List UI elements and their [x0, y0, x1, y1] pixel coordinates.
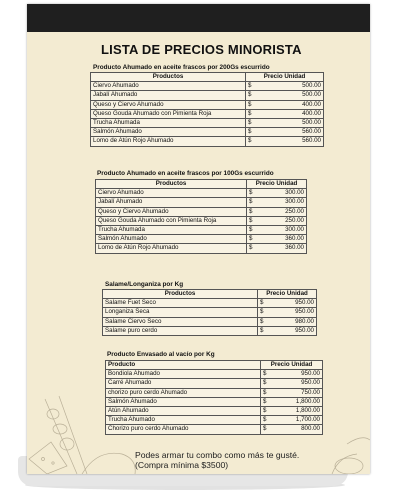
column-header-product: Productos	[96, 180, 247, 189]
column-header-product: Producto	[106, 361, 261, 370]
product-name: Lomo de Atún Rojo Ahumado	[96, 244, 247, 253]
table-row	[106, 397, 323, 406]
product-name: Queso y Ciervo Ahumado	[96, 207, 247, 216]
section-title: Producto Ahumado en aceite frascos por 100Gs escurrido	[97, 170, 274, 177]
product-name: Queso Gouda Ahumado con Pimienta Roja	[96, 216, 247, 225]
price-value: 1,700.00	[273, 416, 323, 425]
table-row	[96, 216, 307, 225]
price-table	[90, 72, 324, 147]
currency-symbol: $	[258, 317, 271, 326]
price-value: 950.00	[270, 308, 317, 317]
currency-symbol: $	[246, 109, 259, 118]
product-name: Salame puro cerdo	[103, 326, 258, 335]
table-row	[96, 244, 307, 253]
section-title: Producto Ahumado en aceite frascos por 200Gs escurrido	[93, 64, 270, 71]
table-row	[96, 189, 307, 198]
product-name: Ciervo Ahumado	[91, 82, 246, 91]
price-value: 560.00	[258, 128, 324, 137]
table-row	[91, 128, 324, 137]
currency-symbol: $	[247, 198, 260, 207]
price-value: 500.00	[258, 91, 324, 100]
price-value: 1,800.00	[273, 397, 323, 406]
currency-symbol: $	[247, 225, 260, 234]
product-name: Queso y Ciervo Ahumado	[91, 100, 246, 109]
currency-symbol: $	[247, 207, 260, 216]
price-value: 250.00	[259, 207, 307, 216]
currency-symbol: $	[246, 100, 259, 109]
currency-symbol: $	[261, 379, 274, 388]
currency-symbol: $	[258, 299, 271, 308]
table-row	[103, 317, 317, 326]
table-row	[103, 308, 317, 317]
table-row	[103, 299, 317, 308]
table-row	[106, 388, 323, 397]
table-row	[91, 100, 324, 109]
product-name: Atún Ahumado	[106, 406, 261, 415]
combo-note-line: Podes armar tu combo como más te gusté.	[135, 450, 300, 460]
section-title: Producto Envasado al vacío por Kg	[107, 351, 215, 358]
price-table	[102, 289, 317, 336]
price-value: 300.00	[259, 198, 307, 207]
currency-symbol: $	[247, 244, 260, 253]
table-row	[103, 326, 317, 335]
price-value: 360.00	[259, 235, 307, 244]
product-name: Carré Ahumado	[106, 379, 261, 388]
currency-symbol: $	[261, 416, 274, 425]
table-row	[106, 370, 323, 379]
section-title: Salame/Longaniza por Kg	[105, 281, 184, 288]
currency-symbol: $	[261, 397, 274, 406]
product-name: Jabalí Ahumado	[96, 198, 247, 207]
product-name: Salame Ciervo Seco	[103, 317, 258, 326]
currency-symbol: $	[258, 326, 271, 335]
currency-symbol: $	[246, 137, 259, 146]
currency-symbol: $	[246, 118, 259, 127]
column-header-product: Productos	[91, 73, 246, 82]
product-name: Ciervo Ahumado	[96, 189, 247, 198]
price-value: 1,800.00	[273, 406, 323, 415]
product-name: Salmón Ahumado	[91, 128, 246, 137]
table-row	[96, 225, 307, 234]
table-row	[91, 82, 324, 91]
table-header-row	[91, 73, 324, 82]
product-name: Salmón Ahumado	[96, 235, 247, 244]
currency-symbol: $	[261, 425, 274, 434]
table-row	[106, 425, 323, 434]
price-value: 360.00	[259, 244, 307, 253]
table-row	[96, 198, 307, 207]
price-value: 500.00	[258, 118, 324, 127]
table-row	[91, 118, 324, 127]
price-value: 400.00	[258, 109, 324, 118]
price-value: 400.00	[258, 100, 324, 109]
price-value: 750.00	[273, 388, 323, 397]
table-row	[91, 91, 324, 100]
column-header-price: Precio Unidad	[246, 73, 324, 82]
minimum-purchase-note: (Compra mínima $3500)	[135, 460, 229, 470]
table-row	[91, 137, 324, 146]
column-header-price: Precio Unidad	[261, 361, 323, 370]
table-row	[106, 416, 323, 425]
product-name: Trucha Ahumada	[96, 225, 247, 234]
column-header-product: Productos	[103, 290, 258, 299]
product-name: Salmón Ahumado	[106, 397, 261, 406]
table-row	[96, 207, 307, 216]
table-row	[106, 379, 323, 388]
price-value: 980.00	[270, 317, 317, 326]
table-row	[96, 235, 307, 244]
price-value: 300.00	[259, 189, 307, 198]
table-header-row	[103, 290, 317, 299]
column-header-price: Precio Unidad	[258, 290, 317, 299]
price-value: 800.00	[273, 425, 323, 434]
page-title: LISTA DE PRECIOS MINORISTA	[101, 42, 302, 57]
currency-symbol: $	[261, 406, 274, 415]
combo-note	[135, 450, 345, 470]
currency-symbol: $	[261, 370, 274, 379]
product-name: Trucha Ahumado	[106, 416, 261, 425]
product-name: Salame Fuet Seco	[103, 299, 258, 308]
product-name: Bondiola Ahumado	[106, 370, 261, 379]
product-name: chorizo puro cerdo Ahumado	[106, 388, 261, 397]
table-header-row	[96, 180, 307, 189]
product-name: Lomo de Atún Rojo Ahumado	[91, 137, 246, 146]
currency-symbol: $	[258, 308, 271, 317]
product-name: Longaniza Seca	[103, 308, 258, 317]
currency-symbol: $	[261, 388, 274, 397]
product-name: Trucha Ahumada	[91, 118, 246, 127]
price-value: 950.00	[273, 379, 323, 388]
table-row	[91, 109, 324, 118]
column-header-price: Precio Unidad	[247, 180, 307, 189]
currency-symbol: $	[246, 91, 259, 100]
price-value: 500.00	[258, 82, 324, 91]
price-table	[105, 360, 323, 435]
price-table	[95, 179, 307, 254]
price-list-card	[27, 4, 370, 474]
currency-symbol: $	[247, 216, 260, 225]
product-name: Chorizo puro cerdo Ahumado	[106, 425, 261, 434]
price-value: 950.00	[270, 326, 317, 335]
currency-symbol: $	[246, 128, 259, 137]
price-value: 250.00	[259, 216, 307, 225]
price-value: 560.00	[258, 137, 324, 146]
table-header-row	[106, 361, 323, 370]
table-row	[106, 406, 323, 415]
currency-symbol: $	[247, 189, 260, 198]
price-value: 300.00	[259, 225, 307, 234]
product-name: Queso Gouda Ahumado con Pimienta Roja	[91, 109, 246, 118]
price-value: 950.00	[273, 370, 323, 379]
currency-symbol: $	[247, 235, 260, 244]
product-name: Jabalí Ahumado	[91, 91, 246, 100]
currency-symbol: $	[246, 82, 259, 91]
price-value: 950.00	[270, 299, 317, 308]
